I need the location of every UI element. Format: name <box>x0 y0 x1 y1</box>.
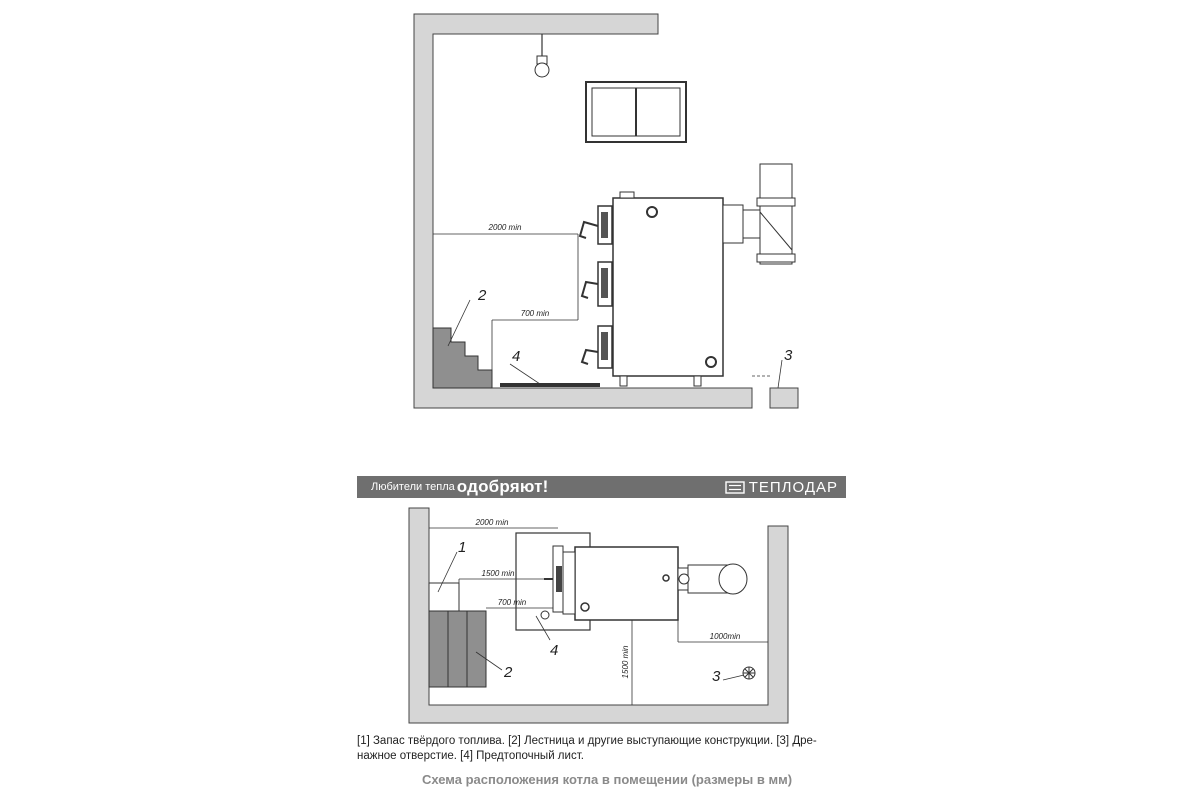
callout-plan-4: 4 <box>550 642 559 659</box>
figure-caption: Схема расположения котла в помещении (размеры в мм) <box>421 772 793 787</box>
boiler-elevation <box>580 164 795 386</box>
dim-plan-1000 <box>678 620 768 642</box>
callout-elevation-2: 2 <box>478 287 487 304</box>
pre-furnace-sheet <box>500 383 600 387</box>
dim-plan-vertical-1500 <box>621 620 632 705</box>
banner-emphasis: одобряют! <box>456 477 549 496</box>
plan-view <box>409 508 788 723</box>
legend-line-1: [1] Запас твёрдого топлива. [2] Лестница и другие выступающие конструкции. [3] Дре- <box>357 735 817 747</box>
fuel-storage <box>429 583 459 611</box>
callout-elevation-3: 3 <box>784 347 793 364</box>
callout-plan-1: 1 <box>458 539 467 556</box>
light-bulb-icon <box>535 34 549 77</box>
brand-name: ТЕПЛОДАР <box>748 478 838 496</box>
dim-elevation-700 <box>492 309 578 370</box>
plan-stairs <box>429 611 486 687</box>
teplodar-logo-icon <box>725 481 745 494</box>
legend-line-2: нажное отверстие. [4] Предтопочный лист. <box>357 750 584 762</box>
dim-elevation-2000 <box>433 223 578 320</box>
callout-plan-2: 2 <box>504 664 513 681</box>
dim-plan-2000-label: 2000 min <box>475 518 509 527</box>
elevation-floor-right <box>770 388 798 408</box>
dim-plan-1500-label: 1500 min <box>481 569 515 578</box>
brand-banner <box>357 476 846 498</box>
dim-plan-700-label: 700 min <box>497 598 527 607</box>
dim-plan-vertical-1500-label: 1500 min <box>621 645 630 679</box>
banner-lead: Любители тепла <box>371 481 455 493</box>
callout-plan-3: 3 <box>712 668 721 685</box>
boiler-plan <box>541 546 747 620</box>
legend-text <box>357 734 857 764</box>
brand-logo <box>725 479 838 496</box>
elevation-stairs <box>433 328 492 388</box>
dim-plan-1000-label: 1000min <box>709 632 741 641</box>
elevation-view <box>414 14 798 408</box>
dim-elevation-2000-label: 2000 min <box>488 223 522 232</box>
dim-elevation-700-label: 700 min <box>520 309 550 318</box>
window <box>586 82 686 142</box>
dim-plan-2000 <box>429 518 558 528</box>
callout-elevation-4: 4 <box>512 348 521 365</box>
drain-icon <box>743 667 755 679</box>
